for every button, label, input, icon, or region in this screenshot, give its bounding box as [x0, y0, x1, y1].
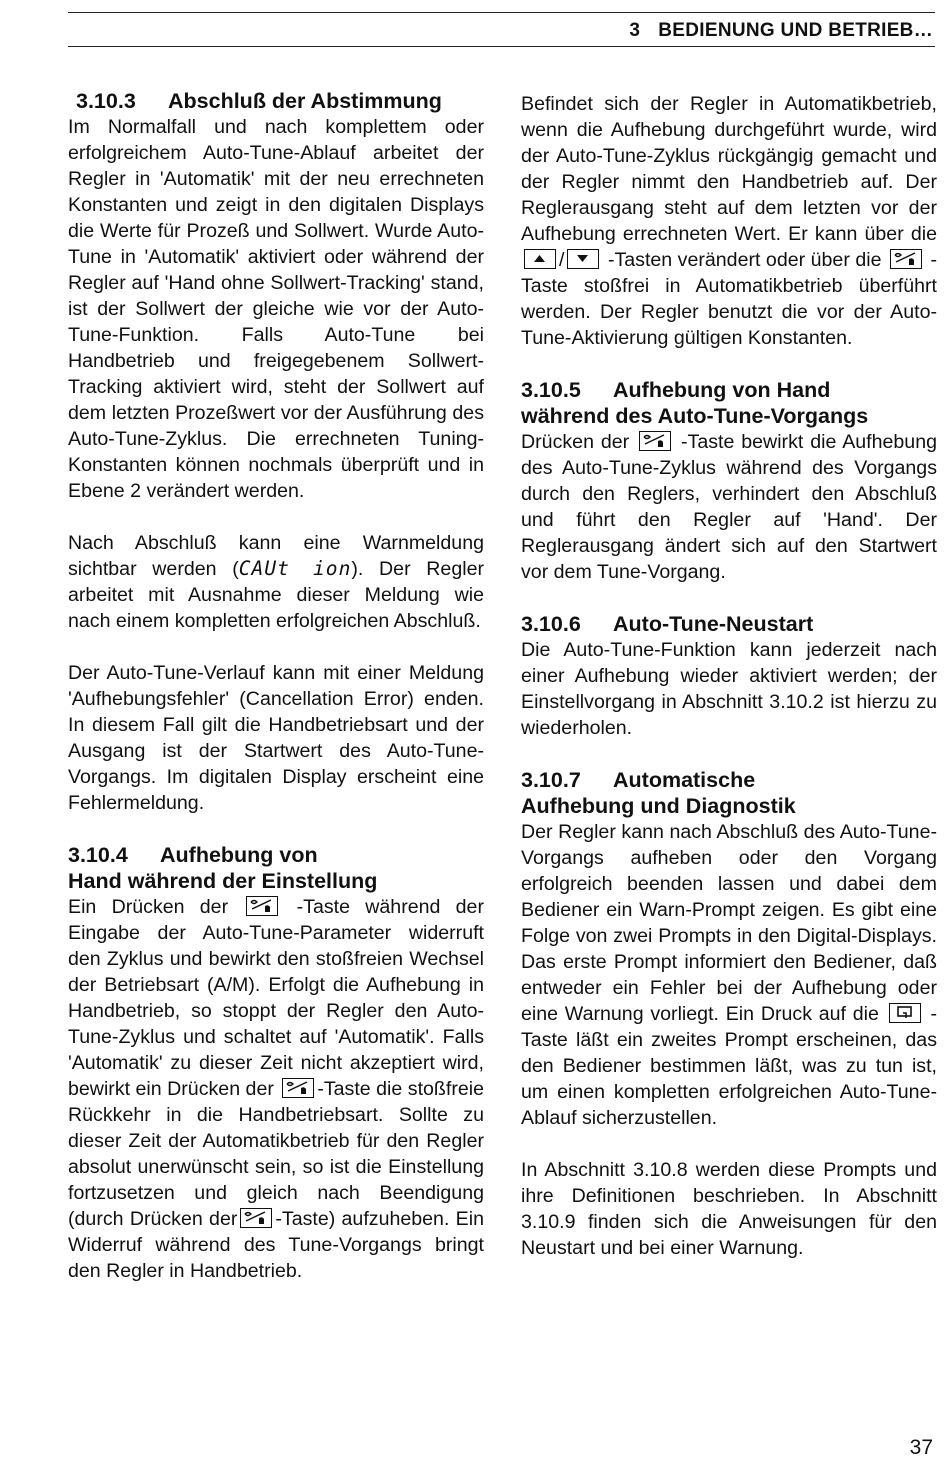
- auto-manual-key-icon: [890, 249, 922, 269]
- section-3-10-4: [68, 842, 484, 1284]
- header-rule-top: [68, 12, 935, 13]
- paragraph: Im Normalfall und nach komplettem oder erfolgreichem Auto-Tune-Ablauf arbeitet der Regler in 'Automatik' mit der neu errechneten Konstanten und zeigt in den digitalen Displays die Werte für Prozeß und Sollwert. Wurde Auto-Tune in 'Automatik' aktiviert oder während der Regler auf 'Hand ohne Sollwert-Tracking' stand, ist der Sollwert der gleiche wie vor der Auto-Tune-Funktion. Falls Auto-Tune bei Handbetrieb und freigegebenem Sollwert-Tracking aktiviert wird, steht der Sollwert auf dem letzten Prozeßwert vor der Ausführung des Auto-Tune-Zyklus. Die errechneten Tuning-Konstanten können nochmals überprüft und in Ebene 2 verändert werden.: [68, 116, 484, 502]
- down-arrow-key-icon: [567, 249, 599, 269]
- lcd-caution-text: CAUt ion: [238, 557, 352, 580]
- section-heading-3-10-6: 3.10.6 Auto-Tune-Neustart: [521, 612, 814, 636]
- left-column: [68, 88, 484, 1284]
- chapter-number: 3: [629, 20, 641, 41]
- paragraph: Der Regler kann nach Abschluß des Auto-Tune-Vorgangs aufheben oder den Vorgang erfolgreich beenden lassen und dabei dem Bediener ein Warn-Prompt zeigen. Es gibt eine Folge von zwei Prompts in den Digital-Displays. Das erste Prompt informiert den Bediener, daß entweder ein Fehler bei der Aufhebung oder eine Warnung vorliegt. Ein Druck auf die -Taste läßt ein zweites Prompt erscheinen, das den Bediener bestimmen läßt, was zu tun ist, um einen kompletten erfolgreichen Auto-Tune-Ablauf sicherzustellen.: [521, 821, 937, 1129]
- section-heading-3-10-7: 3.10.7 Automatische Aufhebung und Diagnostik: [521, 768, 796, 818]
- page-number: 37: [909, 1436, 933, 1459]
- auto-manual-key-icon: [639, 431, 671, 451]
- paragraph: Nach Abschluß kann eine Warnmeldung sichtbar werden (CAUt ion). Der Regler arbeitet mit Ausnahme dieser Meldung wie nach einem kompletten erfolgreichen Abschluß.: [68, 532, 484, 632]
- section-3-10-7: [521, 767, 937, 1261]
- section-3-10-5: [521, 377, 937, 585]
- paragraph: Drücken der -Taste bewirkt die Aufhebung des Auto-Tune-Zyklus während des Vorgangs durch den Reglers, verhindert den Abschluß und führt den Regler auf 'Hand'. Der Reglerausgang ändert sich auf den Startwert vor dem Tune-Vorgang.: [521, 431, 937, 583]
- auto-manual-key-icon: [246, 896, 278, 916]
- chapter-title: BEDIENUNG UND BETRIEB…: [658, 20, 933, 41]
- section-3-10-6: [521, 611, 937, 741]
- paragraph: Befindet sich der Regler in Automatikbetrieb, wenn die Aufhebung durchgeführt wurde, wird der Auto-Tune-Zyklus rückgängig gemacht und der Regler nimmt den Handbetrieb auf. Der Reglerausgang steht auf dem letzten vor der Aufhebung errechneten Wert. Er kann über die / -Tasten verändert oder über die -Taste stoßfrei in Automatikbetrieb überführt werden. Der Regler benutzt die vor der Auto-Tune-Aktivierung gültigen Konstanten.: [521, 93, 937, 349]
- auto-manual-key-icon: [282, 1078, 314, 1098]
- paragraph: Der Auto-Tune-Verlauf kann mit einer Meldung 'Aufhebungsfehler' (Cancellation Error) enden. In diesem Fall gilt die Handbetriebsart und der Ausgang ist der Startwert des Auto-Tune-Vorgangs. Im digitalen Display erscheint eine Fehlermeldung.: [68, 662, 484, 814]
- up-arrow-key-icon: [524, 249, 556, 269]
- section-heading-3-10-4: 3.10.4 Aufhebung von Hand während der Einstellung: [68, 843, 378, 893]
- paragraph: Die Auto-Tune-Funktion kann jederzeit nach einer Aufhebung wieder aktiviert werden; der Einstellvorgang in Abschnitt 3.10.2 ist hierzu zu wiederholen.: [521, 639, 937, 739]
- scroll-key-icon: [889, 1003, 921, 1023]
- section-heading-3-10-3: 3.10.3 Abschluß der Abstimmung: [76, 89, 442, 113]
- paragraph: Ein Drücken der -Taste während der Eingabe der Auto-Tune-Parameter widerruft den Zyklus und bewirkt den stoßfreien Wechsel der Betriebsart (A/M). Erfolgt die Aufhebung in Handbetrieb, so stoppt der Regler den Auto-Tune-Zyklus und schaltet auf 'Automatik'. Falls 'Automatik' zu dieser Zeit nicht akzeptiert wird, bewirkt ein Drücken der -Taste die stoßfreie Rückkehr in die Handbetriebsart. Sollte zu dieser Zeit der Automatikbetrieb für den Regler absolut unerwünscht sein, so ist die Einstellung fortzusetzen und gleich nach Beendigung (durch Drücken der -Taste) aufzuheben. Ein Widerruf während des Tune-Vorgangs bringt den Regler in Handbetrieb.: [68, 896, 484, 1282]
- right-column: [521, 91, 937, 1261]
- header-rule-bottom: [68, 46, 935, 47]
- paragraph: In Abschnitt 3.10.8 werden diese Prompts und ihre Definitionen beschrieben. In Abschnitt 3.10.9 finden sich die Anweisungen für den Neustart und bei einer Warnung.: [521, 1159, 937, 1259]
- section-heading-3-10-5: 3.10.5 Aufhebung von Hand während des Auto-Tune-Vorgangs: [521, 378, 869, 428]
- auto-manual-key-icon: [240, 1208, 272, 1228]
- running-header: [629, 20, 933, 42]
